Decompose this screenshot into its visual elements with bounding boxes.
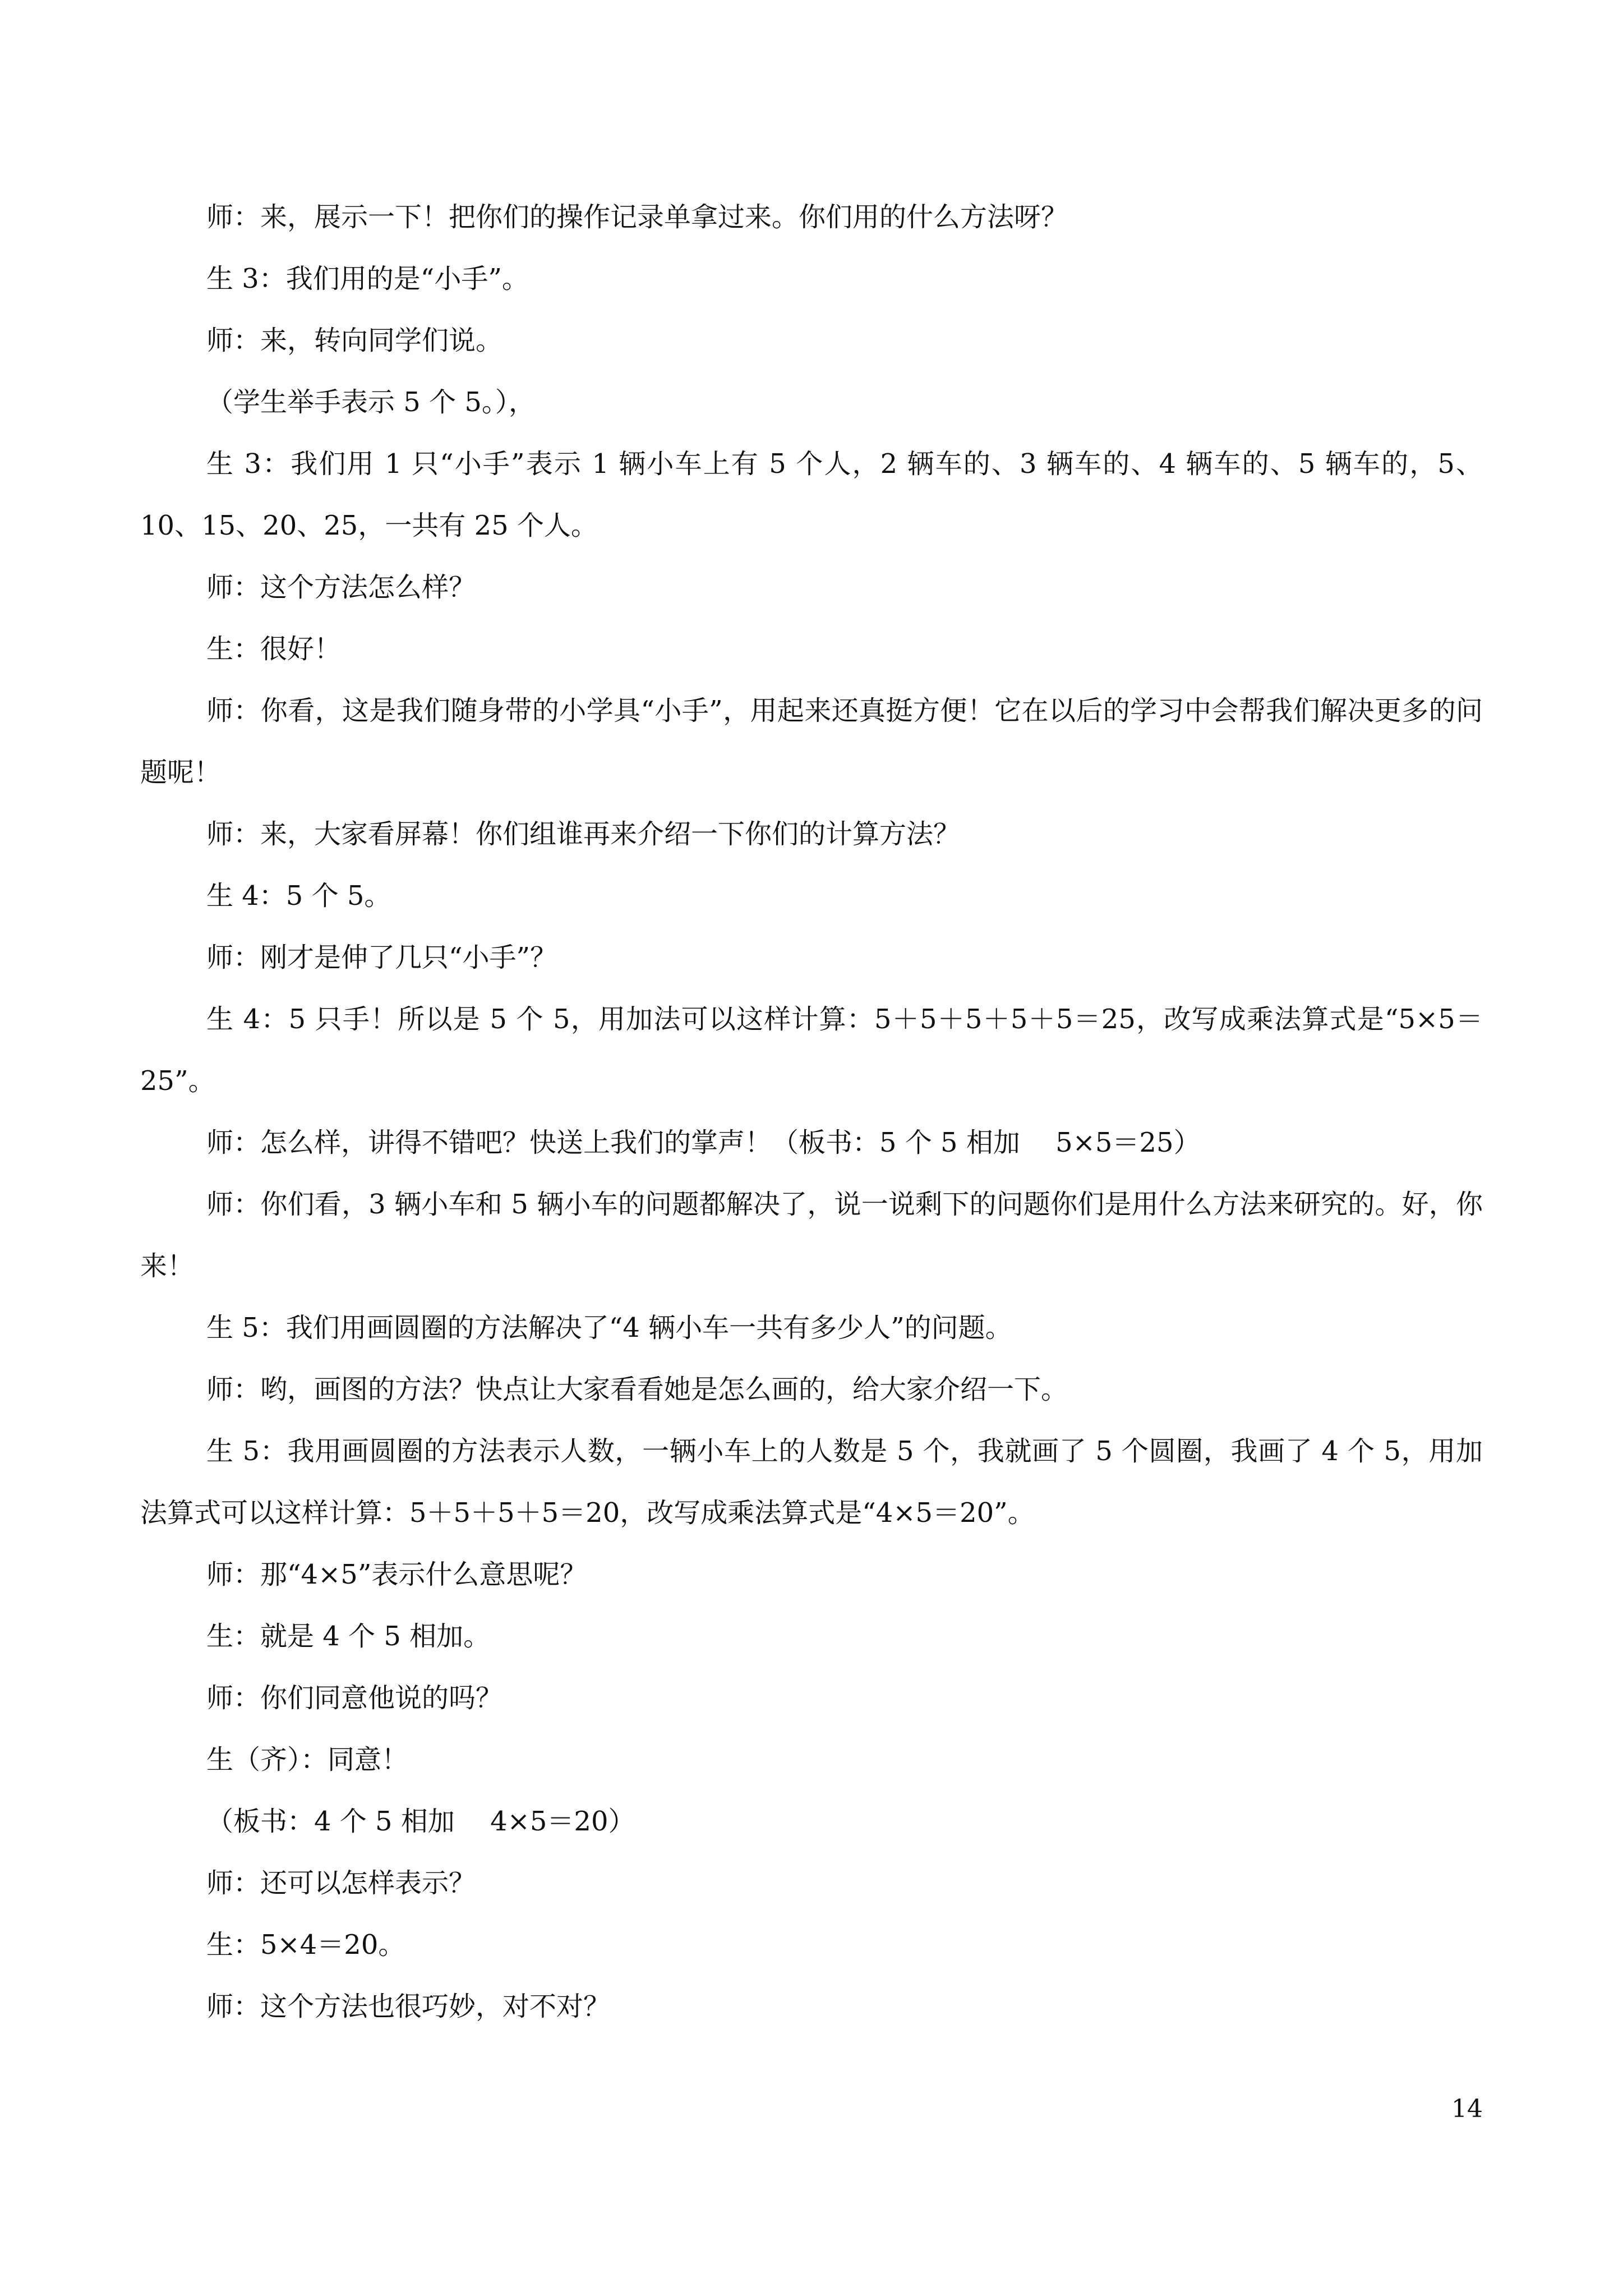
paragraph: 生 3：我们用的是“小手”。 — [206, 263, 529, 295]
paragraph: 生：5×4＝20。 — [206, 1929, 405, 1961]
paragraph: 师：来，转向同学们说。 — [206, 325, 503, 356]
paragraph: 生 4：5 只手！所以是 5 个 5，用加法可以这样计算：5＋5＋5＋5＋5＝25，改写成乘法算式是“5×5＝25”。 — [140, 1004, 1483, 1097]
paragraph: 生：很好！ — [206, 633, 342, 665]
paragraph: 师：那“4×5”表示什么意思呢？ — [206, 1559, 587, 1590]
paragraph: 师：你们看，3 辆小车和 5 辆小车的问题都解决了，说一说剩下的问题你们是用什么方法来研究的。好，你来！ — [140, 1189, 1483, 1282]
paragraph: 生（齐）：同意！ — [206, 1744, 409, 1775]
paragraph: 师：怎么样，讲得不错吧？快送上我们的掌声！（板书：5 个 5 相加 5×5＝25） — [206, 1127, 1201, 1158]
paragraph: 师：刚才是伸了几只“小手”？ — [206, 942, 557, 973]
paragraph: 生 5：我用画圆圈的方法表示人数，一辆小车上的人数是 5 个，我就画了 5 个圆圈，我画了 4 个 5，用加法算式可以这样计算：5＋5＋5＋5＝20，改写成乘法算式是“4×5＝20”。 — [140, 1435, 1483, 1529]
paragraph: （板书：4 个 5 相加 4×5＝20） — [206, 1806, 635, 1837]
paragraph: 师：还可以怎样表示？ — [206, 1867, 476, 1899]
paragraph: 师：你们同意他说的吗？ — [206, 1682, 503, 1714]
paragraph: 生：就是 4 个 5 相加。 — [206, 1621, 491, 1652]
paragraph: 生 4：5 个 5。 — [206, 880, 391, 912]
paragraph: 师：哟，画图的方法？快点让大家看看她是怎么画的，给大家介绍一下。 — [206, 1374, 1068, 1405]
paragraph: 师：这个方法也很巧妙，对不对？ — [206, 1991, 611, 2022]
paragraph: 生 3：我们用 1 只“小手”表示 1 辆小车上有 5 个人，2 辆车的、3 辆车的、4 辆车的、5 辆车的，5、10、15、20、25，一共有 25 个人。 — [140, 448, 1483, 541]
paragraph: 师：这个方法怎么样？ — [206, 572, 476, 603]
paragraph: 师：来，大家看屏幕！你们组谁再来介绍一下你们的计算方法？ — [206, 818, 961, 850]
paragraph: 师：来，展示一下！把你们的操作记录单拿过来。你们用的什么方法呀？ — [206, 201, 1068, 233]
paragraph: （学生举手表示 5 个 5。）， — [206, 386, 536, 418]
document-body — [140, 186, 1483, 2037]
paragraph: 生 5：我们用画圆圈的方法解决了“4 辆小车一共有多少人”的问题。 — [206, 1312, 1012, 1343]
paragraph: 师：你看，这是我们随身带的小学具“小手”，用起来还真挺方便！它在以后的学习中会帮我们解决更多的问题呢！ — [140, 695, 1483, 788]
page-number: 14 — [1451, 2095, 1483, 2123]
